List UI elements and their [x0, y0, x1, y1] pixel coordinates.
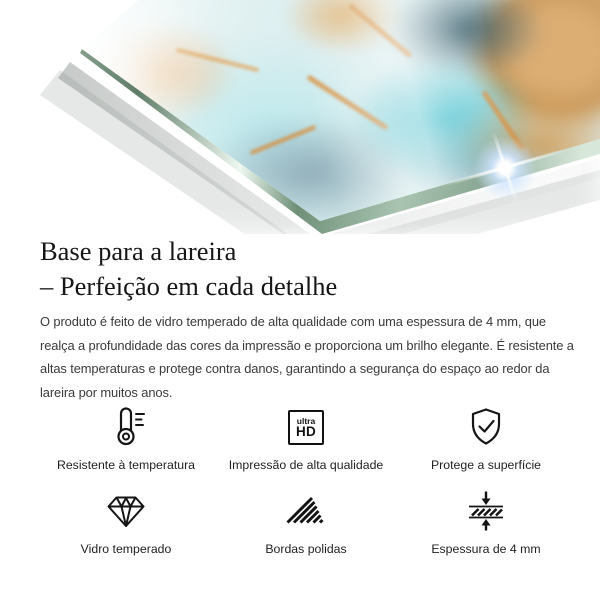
- thickness-icon: [464, 488, 508, 534]
- feature-item: [216, 404, 396, 472]
- shield-check-icon: [464, 404, 508, 450]
- feature-item: [216, 488, 396, 556]
- ultra-hd-text-top: ultra: [296, 415, 316, 426]
- features-grid: [0, 404, 600, 556]
- polished-edges-icon: [284, 488, 328, 534]
- feature-label: Espessura de 4 mm: [431, 542, 541, 556]
- feature-label: Bordas polidas: [265, 542, 347, 556]
- diamond-icon: [104, 488, 148, 534]
- product-description: O produto é feito de vidro temperado de alta qualidade com uma espessura de 4 mm, que realça a profundidade das cores da impressão e proporciona um brilho elegante. É resistente a altas temperaturas e protege contra danos, garantindo a segurança do espaço ao redor da lareira por muitos anos.: [40, 314, 574, 400]
- page-title: [40, 234, 560, 304]
- feature-item: [36, 488, 216, 556]
- ultra-hd-icon: [288, 404, 324, 450]
- thermometer-icon: [104, 404, 148, 450]
- feature-item: [396, 404, 576, 472]
- feature-label: Vidro temperado: [80, 542, 172, 556]
- page-title-line2: – Perfeição em cada detalhe: [40, 271, 338, 301]
- feature-item: [36, 404, 216, 472]
- ultra-hd-text-bottom: HD: [295, 424, 317, 439]
- feature-label: Resistente à temperatura: [56, 458, 196, 472]
- feature-item: [396, 488, 576, 556]
- page-title-line1: Base para a lareira: [40, 236, 237, 266]
- feature-label: Impressão de alta qualidade: [228, 458, 384, 472]
- feature-label: Protege a superfície: [430, 458, 542, 472]
- product-hero: [0, 0, 600, 234]
